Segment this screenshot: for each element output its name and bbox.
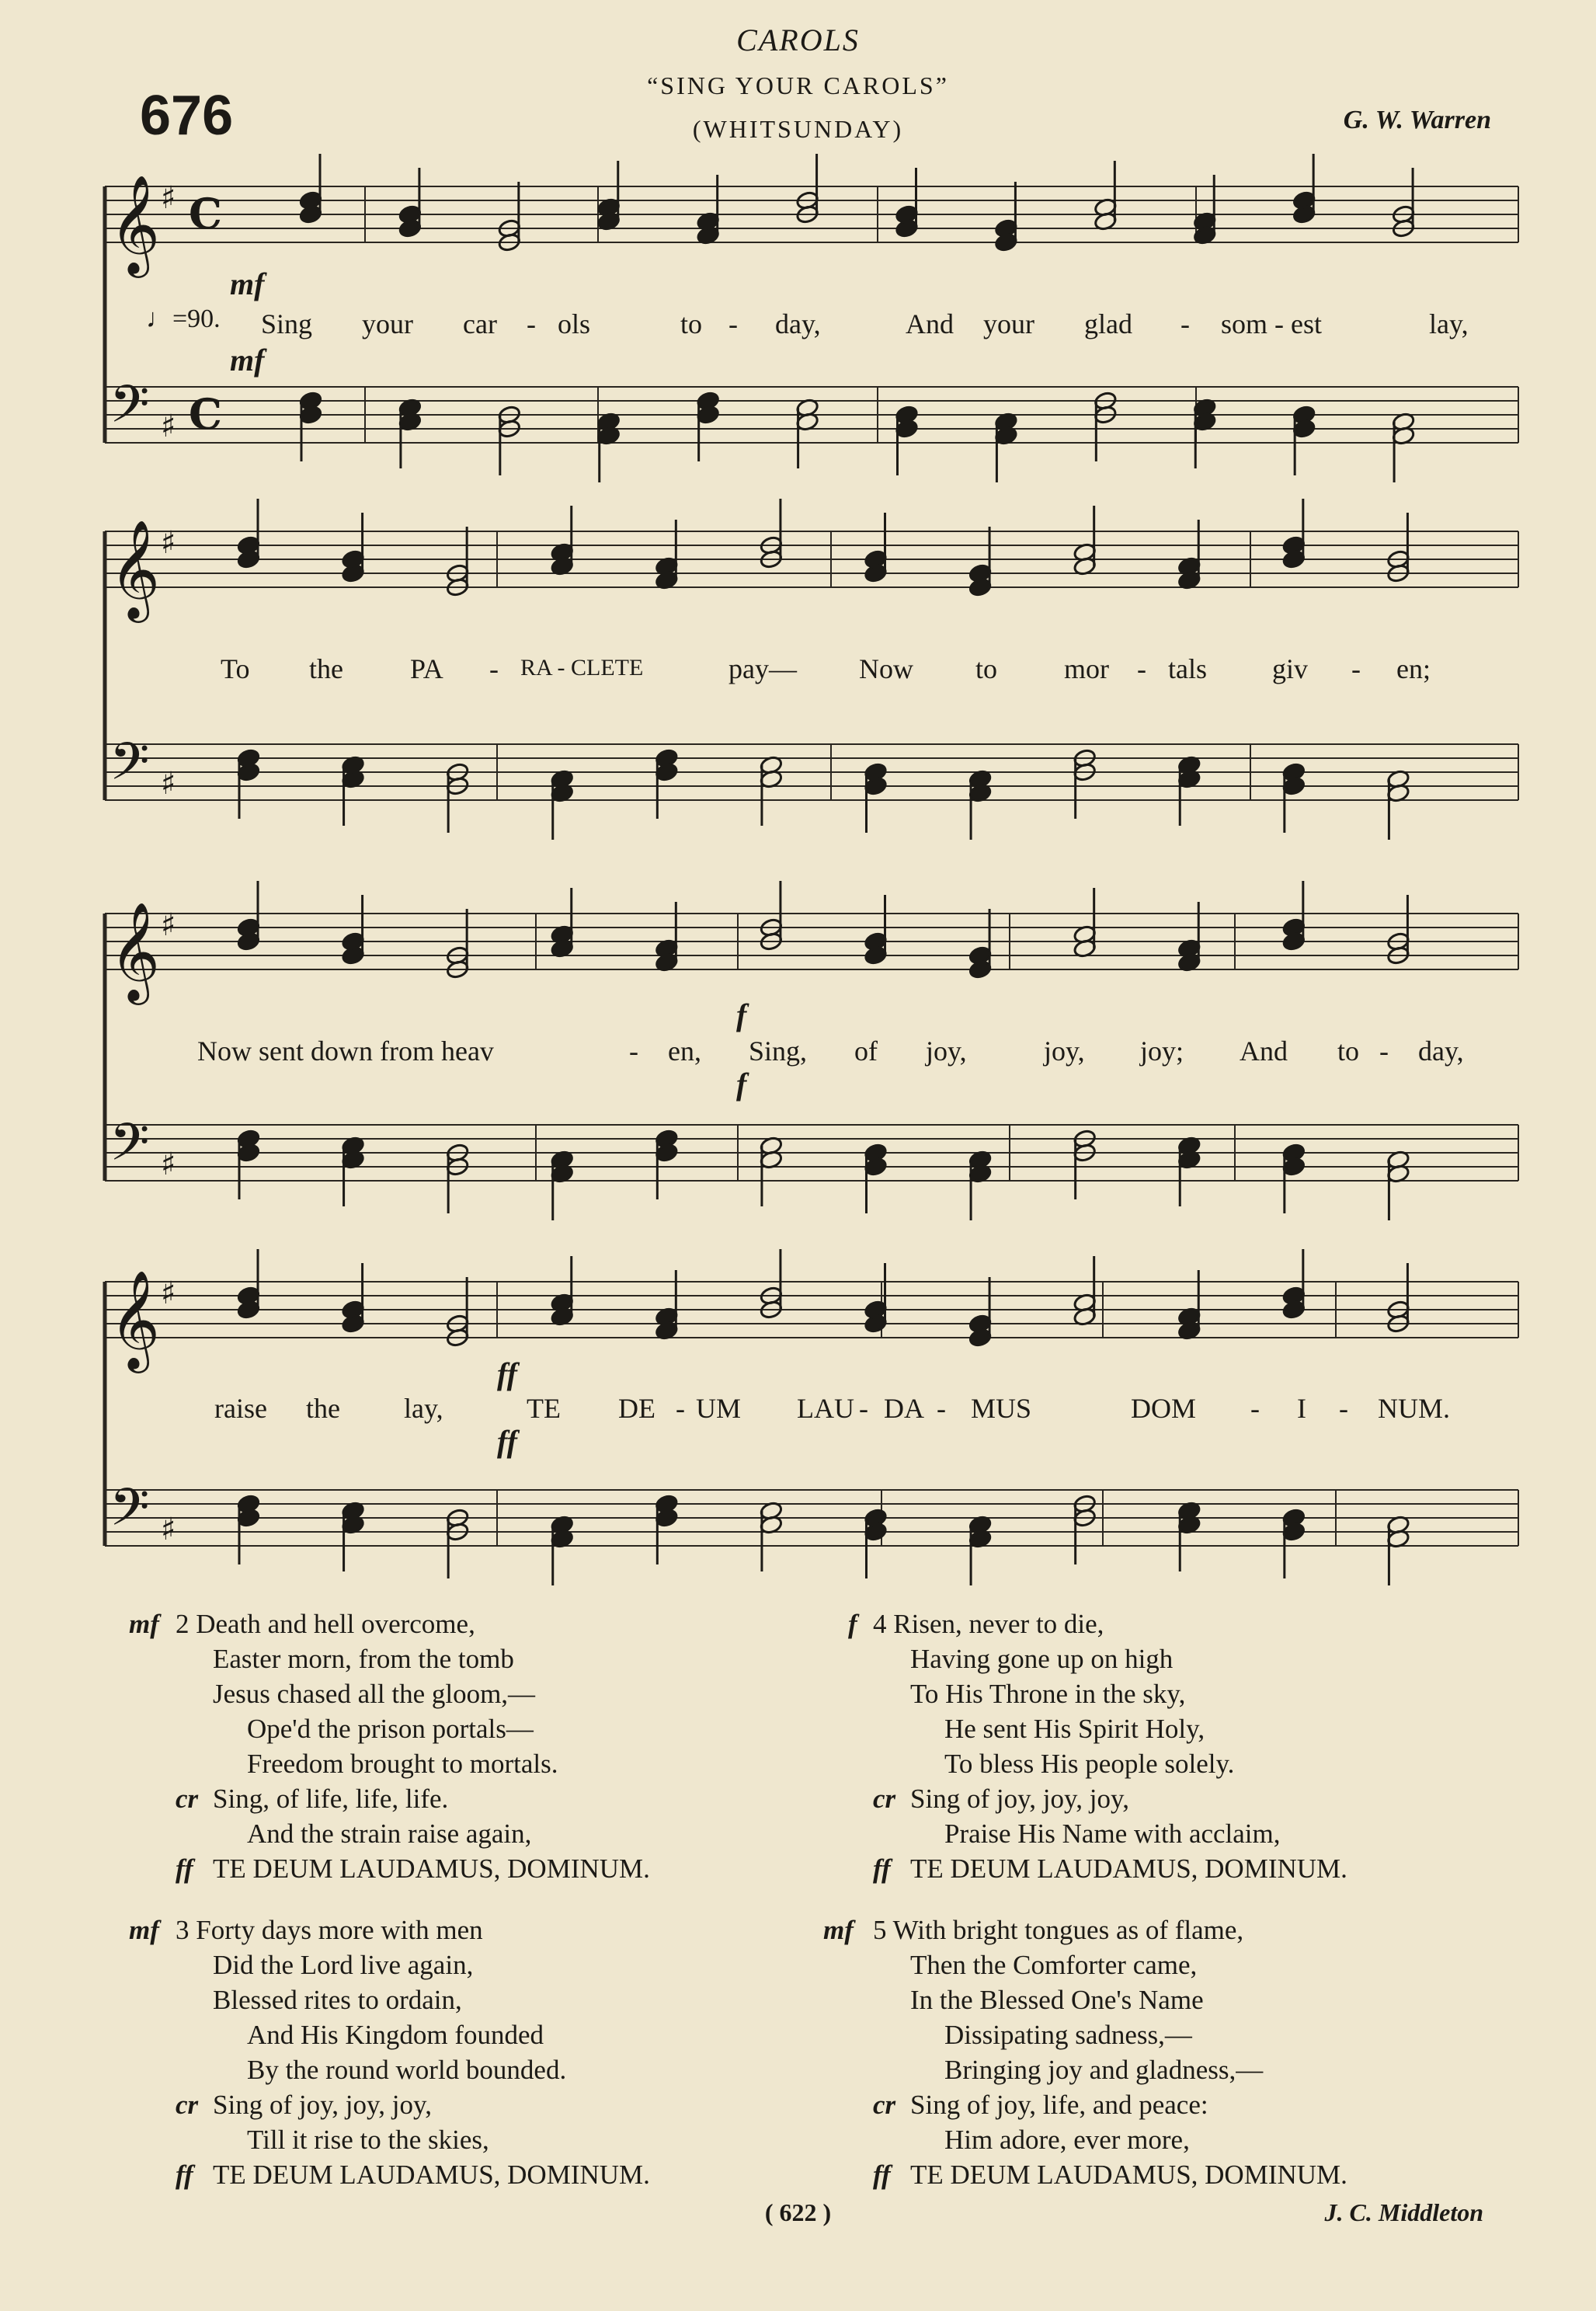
- verse-number: 3: [176, 1915, 190, 1945]
- lyric-word: -: [1137, 653, 1146, 684]
- verse-line: Forty days more with men: [196, 1915, 483, 1945]
- lyric-word: car: [463, 308, 497, 339]
- lyric-word: the: [306, 1393, 340, 1424]
- verse-line: Sing of joy, life, and peace:: [910, 2090, 1208, 2120]
- lyric-word: the: [309, 653, 343, 684]
- verse-line: Death and hell overcome,: [196, 1609, 475, 1639]
- lyric-word: -: [527, 308, 536, 339]
- treble-clef-icon: 𝄞: [110, 174, 161, 273]
- common-time-icon: C: [189, 189, 222, 238]
- lyric-word: Now sent down from heav: [197, 1035, 494, 1067]
- verse-dynamic: mf: [129, 1915, 159, 1945]
- lyric-word: day,: [775, 308, 821, 339]
- lyric-word: -: [1379, 1035, 1389, 1067]
- lyric-word: RA - CLETE: [520, 655, 644, 680]
- lyric-word: -: [728, 308, 738, 339]
- lyric-word: To: [221, 653, 250, 684]
- lyric-word: to: [1337, 1035, 1360, 1067]
- bass-clef-icon: 𝄢: [110, 1477, 150, 1550]
- verse-line: Till it rise to the skies,: [247, 2125, 489, 2155]
- verse-dynamic: cr: [873, 1784, 896, 1814]
- hymn-occasion: (WHITSUNDAY): [692, 115, 904, 143]
- verse-line: Sing, of life, life, life.: [213, 1784, 449, 1814]
- verse-refrain: TE DEUM LAUDAMUS, DOMINUM.: [213, 1853, 650, 1884]
- staff-lines: [105, 174, 1518, 1550]
- page-number: ( 622 ): [764, 2198, 832, 2226]
- verse-refrain: TE DEUM LAUDAMUS, DOMINUM.: [213, 2160, 650, 2190]
- verse-line: And His Kingdom founded: [247, 2020, 544, 2050]
- lyric-word: DOM: [1131, 1393, 1197, 1424]
- lyric-word: mor: [1064, 653, 1109, 684]
- lyric-word: en,: [668, 1035, 701, 1067]
- dynamic-f-bass: f: [736, 1067, 747, 1102]
- tempo-marking: [146, 305, 221, 334]
- lyric-word: And: [1240, 1035, 1288, 1067]
- verse-dynamic: ff: [873, 2160, 891, 2190]
- verse-dynamic: mf: [129, 1609, 159, 1639]
- lyric-word: lay,: [404, 1393, 443, 1424]
- lyric-word: And: [906, 308, 954, 339]
- lyric-word: -: [859, 1393, 868, 1424]
- lyric-word: joy,: [1044, 1035, 1085, 1067]
- verse-dynamic: f: [848, 1609, 857, 1639]
- verse-dynamic: cr: [176, 1784, 199, 1814]
- dynamic-mf-bass: mf: [230, 343, 265, 378]
- verse-3: [129, 1912, 766, 2192]
- lyric-word: -: [676, 1393, 685, 1424]
- lyric-word: -: [1180, 308, 1190, 339]
- verse-line: Ope'd the prison portals—: [247, 1714, 534, 1744]
- lyric-word: joy;: [1140, 1035, 1184, 1067]
- lyric-word: -: [629, 1035, 638, 1067]
- tempo-value: =90.: [172, 305, 221, 333]
- verse-line: Did the Lord live again,: [213, 1950, 474, 1980]
- notes: [237, 154, 1416, 1585]
- lyric-word: your: [983, 308, 1034, 339]
- sharp-icon: ♯: [161, 1512, 176, 1547]
- lyric-word: joy,: [926, 1035, 967, 1067]
- verse-number: 2: [176, 1609, 190, 1639]
- lyric-word: I: [1297, 1393, 1306, 1424]
- lyric-word: -: [1250, 1393, 1260, 1424]
- treble-clef-icon: 𝄞: [110, 901, 161, 1001]
- verse-refrain: TE DEUM LAUDAMUS, DOMINUM.: [910, 2160, 1347, 2190]
- lyric-word: NUM.: [1378, 1393, 1451, 1424]
- lyric-word: lay,: [1429, 308, 1469, 339]
- sharp-icon: ♯: [161, 180, 176, 216]
- quarter-note-icon: ♩: [146, 305, 172, 333]
- sharp-icon: ♯: [161, 525, 176, 561]
- verse-line: To His Throne in the sky,: [910, 1679, 1186, 1709]
- verse-line: Him adore, ever more,: [944, 2125, 1190, 2155]
- bass-clef-icon: 𝄢: [110, 732, 150, 804]
- lyric-word: to: [680, 308, 703, 339]
- verse-number: 5: [873, 1915, 887, 1945]
- sharp-icon: ♯: [161, 1147, 176, 1182]
- lyric-word: UM: [696, 1393, 742, 1424]
- verse-line: He sent His Spirit Holy,: [944, 1714, 1205, 1744]
- sharp-icon: ♯: [161, 907, 176, 943]
- lyric-word: tals: [1168, 653, 1207, 684]
- verse-line: Then the Comforter came,: [910, 1950, 1198, 1980]
- lyric-word: -: [1351, 653, 1361, 684]
- verse-line: Praise His Name with acclaim,: [944, 1819, 1281, 1849]
- verse-dynamic: cr: [176, 2090, 199, 2120]
- lyric-word: day,: [1418, 1035, 1464, 1067]
- lyric-word: Sing: [261, 308, 313, 339]
- lyric-word: of: [854, 1035, 878, 1067]
- lyric-word: Now: [859, 653, 913, 684]
- verse-dynamic: ff: [176, 2160, 193, 2190]
- verse-line: Blessed rites to ordain,: [213, 1985, 462, 2015]
- verse-line: With bright tongues as of flame,: [892, 1915, 1244, 1945]
- composer-name: G. W. Warren: [1343, 106, 1491, 134]
- verse-line: Having gone up on high: [910, 1644, 1174, 1674]
- lyric-word: LAU: [797, 1393, 854, 1424]
- sharp-icon: ♯: [161, 409, 176, 444]
- verse-dynamic: mf: [823, 1915, 854, 1945]
- sharp-icon: ♯: [161, 1276, 176, 1311]
- lyric-word: DA: [884, 1393, 924, 1424]
- lyric-word: glad: [1084, 308, 1132, 339]
- verse-line: To bless His people solely.: [944, 1749, 1235, 1779]
- lyric-word: pay—: [728, 653, 797, 684]
- bass-clef-icon: 𝄢: [110, 374, 150, 447]
- lyric-word: som - est: [1221, 308, 1322, 339]
- verse-dynamic: ff: [176, 1853, 193, 1884]
- verse-dynamic: ff: [873, 1853, 891, 1884]
- lyric-word: -: [937, 1393, 946, 1424]
- sharp-icon: ♯: [161, 766, 176, 802]
- hymn-title: “SING YOUR CAROLS”: [647, 71, 949, 99]
- lyric-word: Sing,: [749, 1035, 808, 1067]
- lyricist-name: J. C. Middleton: [1324, 2198, 1483, 2226]
- lyric-word: -: [489, 653, 499, 684]
- verse-5: [823, 1912, 1522, 2192]
- verse-number: 4: [873, 1609, 887, 1639]
- lyric-word: ols: [558, 308, 591, 339]
- lyric-word: MUS: [971, 1393, 1032, 1424]
- hymn-number: 676: [140, 85, 234, 147]
- verse-line: And the strain raise again,: [247, 1819, 532, 1849]
- verse-line: Risen, never to die,: [893, 1609, 1104, 1639]
- treble-clef-icon: 𝄞: [110, 1269, 161, 1369]
- lyric-word: giv: [1272, 653, 1309, 684]
- verse-refrain: TE DEUM LAUDAMUS, DOMINUM.: [910, 1853, 1347, 1884]
- lyric-word: to: [975, 653, 998, 684]
- lyric-word: TE: [527, 1393, 561, 1424]
- dynamic-ff-treble: ff: [497, 1356, 517, 1391]
- lyric-word: -: [1339, 1393, 1348, 1424]
- verse-line: By the round world bounded.: [247, 2055, 567, 2085]
- verse-line: In the Blessed One's Name: [910, 1985, 1204, 2015]
- lyric-word: DE: [618, 1393, 655, 1424]
- verse-line: Bringing joy and gladness,—: [944, 2055, 1264, 2085]
- bass-clef-icon: 𝄢: [110, 1112, 150, 1185]
- verse-line: Sing of joy, joy, joy,: [213, 2090, 432, 2120]
- verse-line: Sing of joy, joy, joy,: [910, 1784, 1129, 1814]
- lyric-word: en;: [1396, 653, 1431, 684]
- common-time-icon: C: [189, 389, 222, 439]
- dynamic-f-treble: f: [736, 997, 747, 1032]
- dynamic-mf-treble: mf: [230, 266, 265, 301]
- verse-line: Dissipating sadness,—: [944, 2020, 1192, 2050]
- verse-line: Freedom brought to mortals.: [247, 1749, 558, 1779]
- lyric-word: your: [362, 308, 413, 339]
- verse-line: Jesus chased all the gloom,—: [213, 1679, 536, 1709]
- treble-clef-icon: 𝄞: [110, 519, 161, 618]
- lyric-word: PA: [410, 653, 443, 684]
- verse-4: [848, 1606, 1532, 1886]
- verse-2: [129, 1606, 766, 1886]
- lyric-word: raise: [214, 1393, 267, 1424]
- verse-dynamic: cr: [873, 2090, 896, 2120]
- verse-line: Easter morn, from the tomb: [213, 1644, 514, 1674]
- section-title: CAROLS: [736, 23, 860, 57]
- dynamic-ff-bass: ff: [497, 1424, 517, 1459]
